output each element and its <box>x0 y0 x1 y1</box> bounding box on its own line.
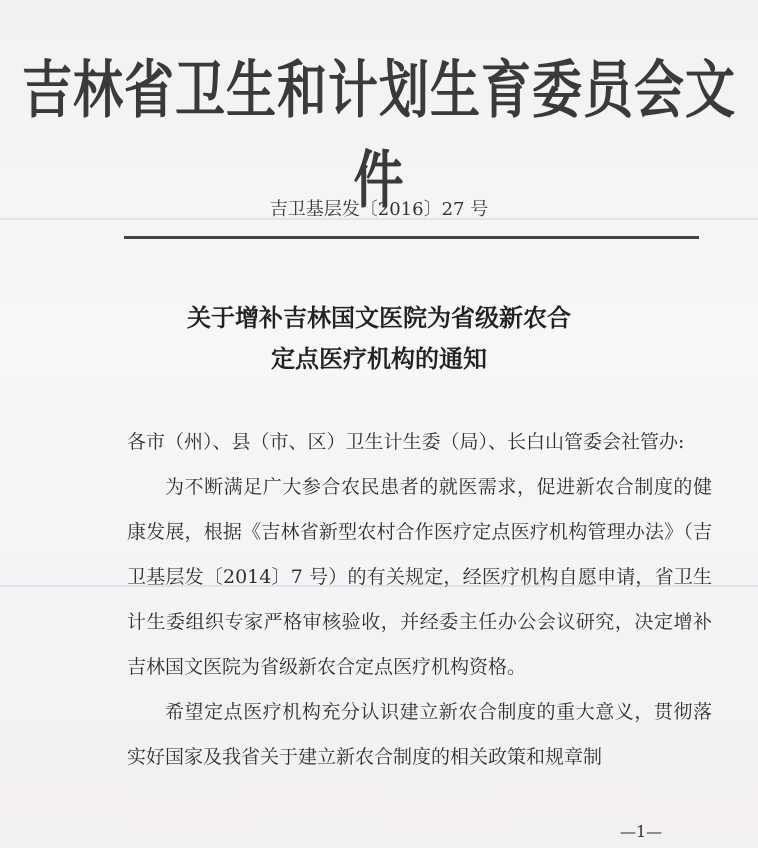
notice-title-line-1: 关于增补吉林国文医院为省级新农合 <box>187 304 571 332</box>
header-divider-line <box>124 236 699 239</box>
page-number: —1— <box>620 822 663 841</box>
document-body <box>127 420 712 780</box>
body-paragraph-1: 为不断满足广大参合农民患者的就医需求，促进新农合制度的健康发展，根据《吉林省新型农村合作医疗定点医疗机构管理办法》（吉卫基层发〔2014〕7 号）的有关规定，经医疗机构自愿申请，省卫生计生委组织专家严格审核验收，并经委主任办公会议研究，决定增补吉林国文医院为省级新农合定点医疗机构资格。 <box>127 476 712 678</box>
notice-title <box>0 298 758 380</box>
document-number: 吉卫基层发〔2016〕27 号 <box>269 199 489 220</box>
body-paragraph-2: 希望定点医疗机构充分认识建立新农合制度的重大意义，贯彻落实好国家及我省关于建立新农合制度的相关政策和规章制 <box>127 701 712 768</box>
notice-title-line-2: 定点医疗机构的通知 <box>271 345 487 373</box>
issuer-header-title: 吉林省卫生和计划生育委员会文件 <box>22 53 736 217</box>
addressee-line: 各市（州）、县（市、区）卫生计生委（局）、长白山管委会社管办: <box>127 431 685 453</box>
